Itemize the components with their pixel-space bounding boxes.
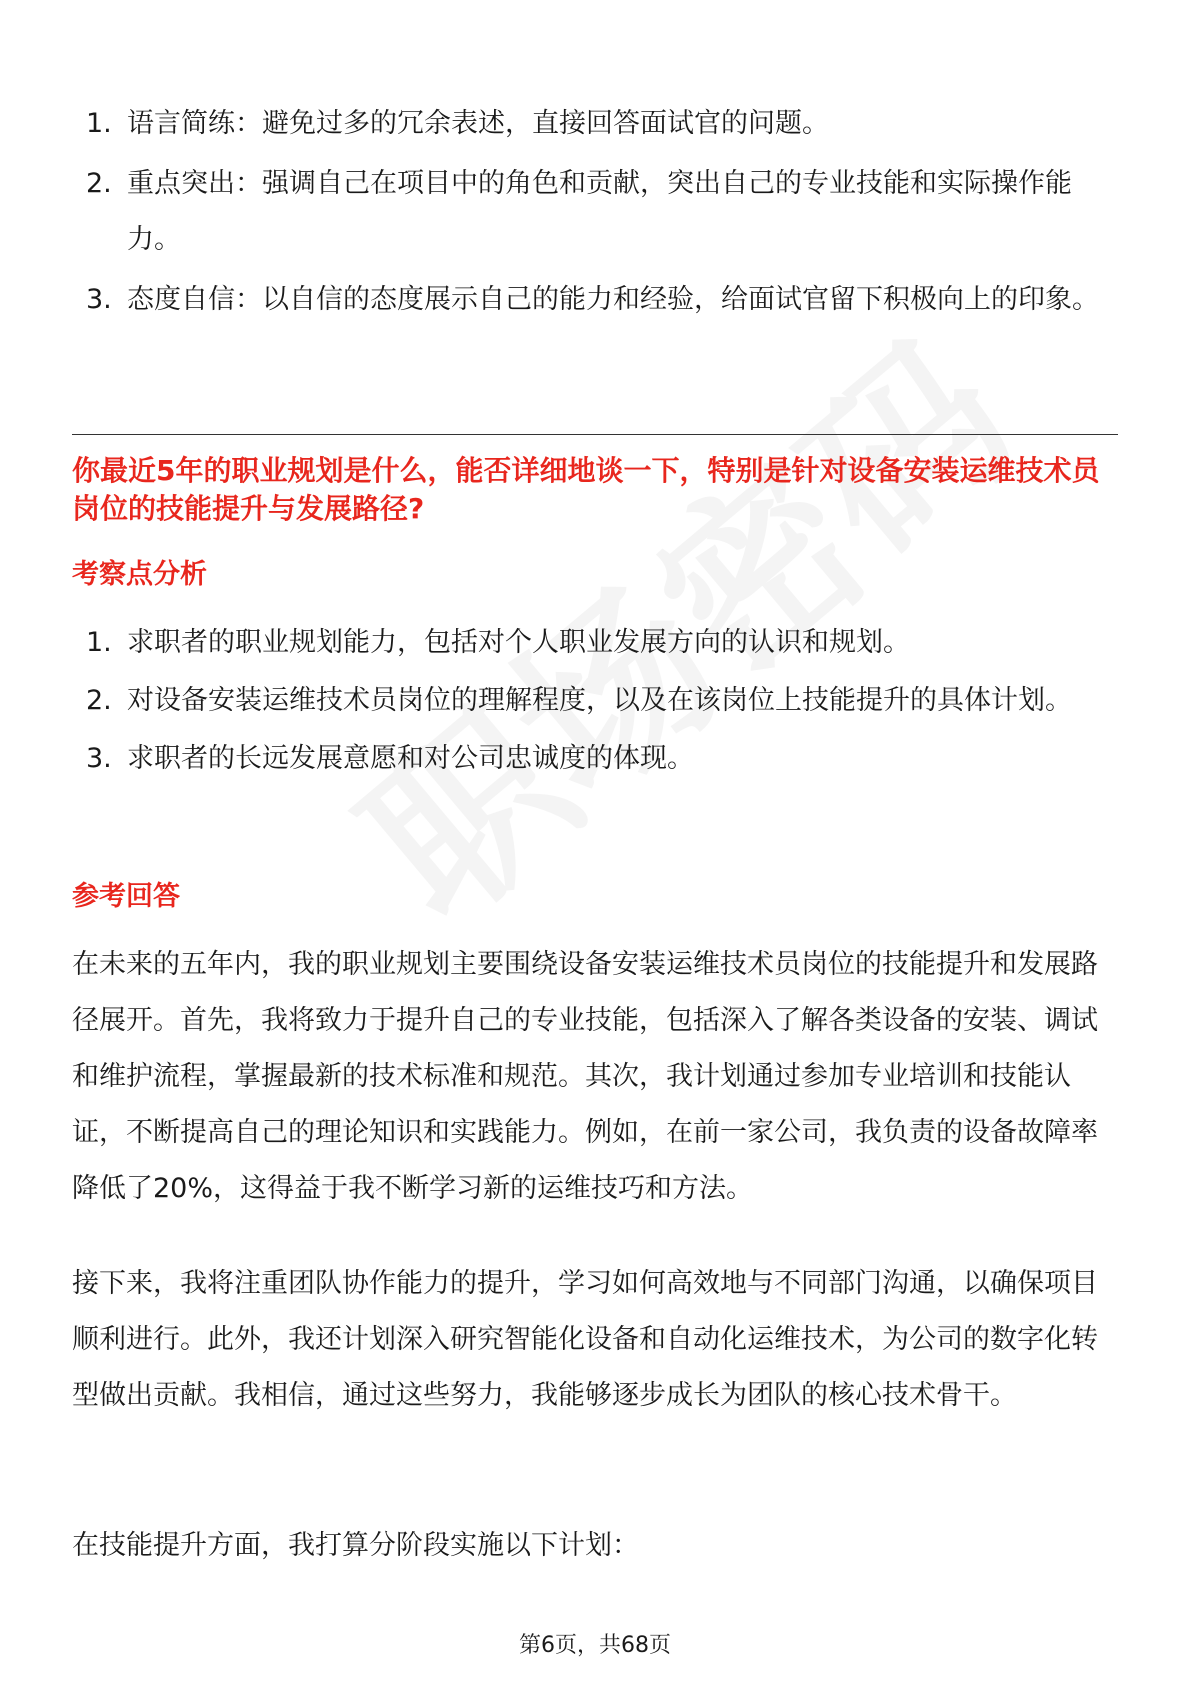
analysis-list	[72, 615, 1118, 789]
list-text: 求职者的长远发展意愿和对公司忠诚度的体现。	[127, 743, 694, 774]
list-item	[72, 156, 1118, 268]
answer-paragraph: 在未来的五年内，我的职业规划主要围绕设备安装运维技术员岗位的技能提升和发展路径展开。首先，我将致力于提升自己的专业技能，包括深入了解各类设备的安装、调试和维护流程，掌握最新的技术标准和规范。其次，我计划通过参加专业培训和技能认证，不断提高自己的理论知识和实践能力。例如，在前一家公司，我负责的设备故障率降低了20%，这得益于我不断学习新的运维技巧和方法。	[72, 949, 1098, 1204]
answer-paragraph: 接下来，我将注重团队协作能力的提升，学习如何高效地与不同部门沟通，以确保项目顺利进行。此外，我还计划深入研究智能化设备和自动化运维技术，为公司的数字化转型做出贡献。我相信，通过这些努力，我能够逐步成长为团队的核心技术骨干。	[72, 1268, 1098, 1411]
list-number: 2.	[86, 685, 112, 716]
section-divider	[72, 434, 1118, 435]
list-text: 语言简练：避免过多的冗余表述，直接回答面试官的问题。	[127, 108, 829, 139]
list-number: 1.	[86, 108, 112, 139]
list-text: 重点突出：强调自己在项目中的角色和贡献，突出自己的专业技能和实际操作能力。	[127, 168, 1072, 255]
analysis-heading: 考察点分析	[72, 559, 207, 590]
list-item	[72, 615, 1118, 671]
question-title: 你最近5年的职业规划是什么，能否详细地谈一下，特别是针对设备安装运维技术员岗位的技能提升与发展路径?	[72, 454, 1100, 525]
list-number: 2.	[86, 168, 112, 199]
document-page	[72, 0, 1118, 1684]
list-number: 1.	[86, 627, 112, 658]
list-text: 对设备安装运维技术员岗位的理解程度，以及在该岗位上技能提升的具体计划。	[127, 685, 1072, 716]
answer-paragraph: 在技能提升方面，我打算分阶段实施以下计划：	[72, 1530, 639, 1561]
answer-heading: 参考回答	[72, 881, 180, 912]
list-item	[72, 96, 1118, 152]
tips-list	[72, 96, 1118, 332]
list-item	[72, 673, 1118, 729]
list-item	[72, 731, 1118, 787]
list-number: 3.	[86, 284, 112, 315]
page-number: 第6页，共68页	[519, 1633, 671, 1658]
list-item	[72, 272, 1118, 328]
list-text: 态度自信：以自信的态度展示自己的能力和经验，给面试官留下积极向上的印象。	[127, 284, 1099, 315]
list-text: 求职者的职业规划能力，包括对个人职业发展方向的认识和规划。	[127, 627, 910, 658]
list-number: 3.	[86, 743, 112, 774]
